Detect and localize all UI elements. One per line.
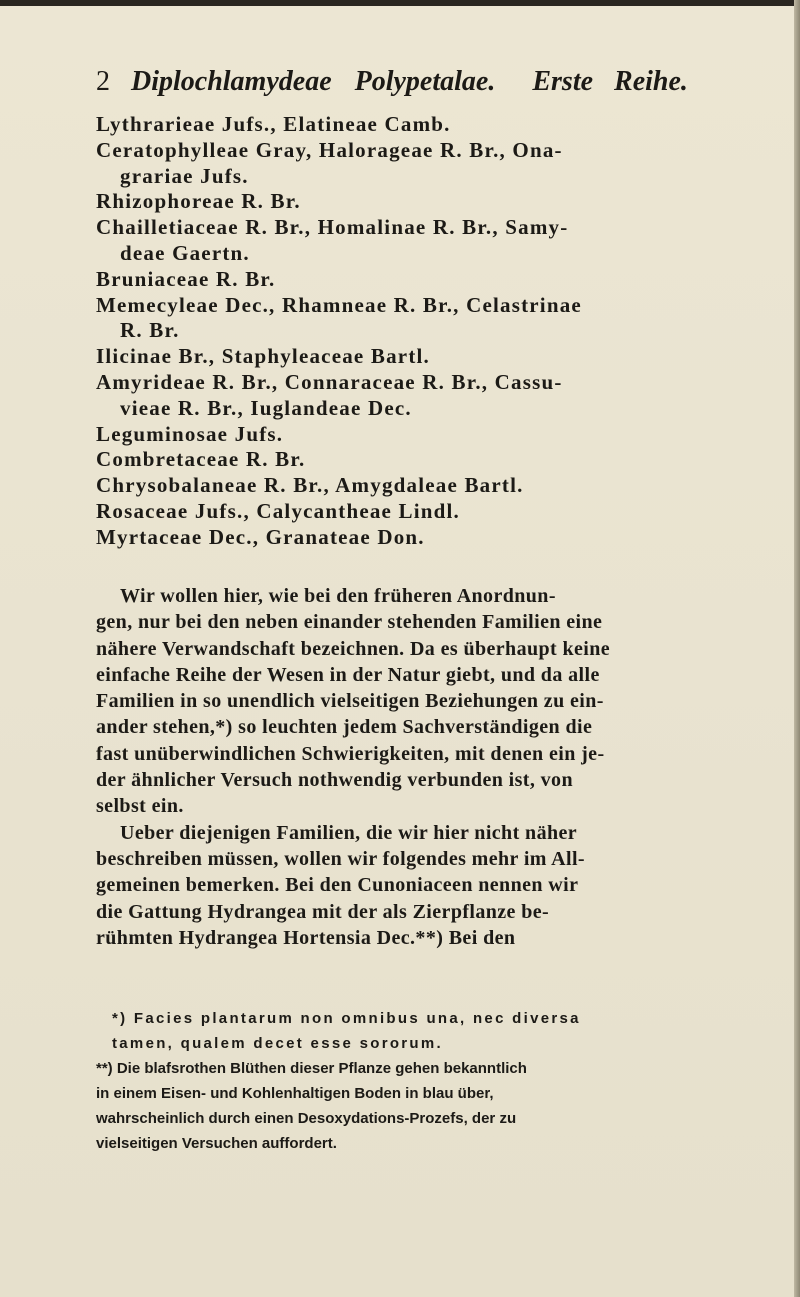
body-text [96, 583, 776, 951]
family-list [96, 112, 766, 551]
text-line: gen, nur bei den neben einander stehenden Familien eine [96, 611, 603, 634]
header-title-erste: Erste [532, 66, 594, 97]
page-number: 2 [96, 66, 110, 97]
text-line: nähere Verwandschaft bezeichnen. Da es überhaupt keine [96, 637, 611, 660]
family-line: Chrysobalaneae R. Br., Amygdaleae Bartl. [96, 473, 524, 498]
family-line: Memecyleae Dec., Rhamneae R. Br., Celastrinae [96, 292, 582, 317]
text-line: gemeinen bemerken. Bei den Cunoniaceen nennen wir [96, 874, 579, 897]
text-line: Familien in so unendlich vielseitigen Beziehungen zu ein- [96, 690, 604, 713]
header-title-diplochlamydeae: Diplochlamydeae [131, 66, 332, 97]
text-line: beschreiben müssen, wollen wir folgendes mehr im All- [96, 847, 585, 870]
family-line: Myrtaceae Dec., Granateae Don. [96, 524, 425, 549]
family-line: deae Gaertn. [120, 240, 250, 265]
footnote-line: wahrscheinlich durch einen Desoxydations-Prozefs, der zu [96, 1110, 517, 1127]
header-title-polypetalae: Polypetalae. [354, 66, 496, 97]
text-line: ander stehen,*) so leuchten jedem Sachverständigen die [96, 716, 593, 739]
footnotes [96, 1006, 776, 1156]
family-line: Rhizophoreae R. Br. [96, 189, 301, 214]
text-line: einfache Reihe der Wesen in der Natur giebt, und da alle [96, 663, 600, 686]
family-line: Combretaceae R. Br. [96, 447, 306, 472]
text-line: fast unüberwindlichen Schwierigkeiten, mit denen ein je- [96, 742, 605, 765]
family-line: Ilicinae Br., Staphyleaceae Bartl. [96, 344, 431, 369]
footnote-line: **) Die blafsrothen Blüthen dieser Pflanze gehen bekanntlich [96, 1060, 527, 1077]
family-line: Lythrarieae Jufs., Elatineae Camb. [96, 112, 451, 136]
family-line: R. Br. [120, 318, 180, 343]
footnote-line: *) Facies plantarum non omnibus una, nec diversa [112, 1010, 581, 1027]
footnote-line: in einem Eisen- und Kohlenhaltigen Boden in blau über, [96, 1085, 494, 1102]
text-line: selbst ein. [96, 795, 184, 818]
text-line: rühmten Hydrangea Hortensia Dec.**) Bei den [96, 926, 516, 949]
footnote-line: vielseitigen Versuchen auffordert. [96, 1135, 337, 1152]
family-line: Chailletiaceae R. Br., Homalinae R. Br., Samy- [96, 215, 569, 240]
text-line: die Gattung Hydrangea mit der als Zierpflanze be- [96, 900, 550, 923]
family-line: Rosaceae Jufs., Calycantheae Lindl. [96, 498, 460, 523]
family-line: Amyrideae R. Br., Connaraceae R. Br., Cassu- [96, 369, 563, 394]
family-line: Ceratophylleae Gray, Halorageae R. Br., Ona- [96, 137, 563, 162]
text-line: Wir wollen hier, wie bei den früheren Anordnun- [120, 585, 556, 607]
family-line: Bruniaceae R. Br. [96, 266, 276, 291]
page-right-edge [794, 0, 800, 1297]
family-line: vieae R. Br., Iuglandeae Dec. [120, 395, 412, 420]
page-top-shadow [0, 0, 800, 6]
footnote-line: tamen, qualem decet esse sororum. [112, 1035, 443, 1052]
text-line: Ueber diejenigen Familien, die wir hier nicht näher [120, 821, 578, 844]
text-line: der ähnlicher Versuch nothwendig verbunden ist, von [96, 769, 573, 792]
family-line: grariae Jufs. [120, 163, 249, 188]
family-line: Leguminosae Jufs. [96, 421, 284, 446]
running-header [96, 66, 766, 98]
header-title-reihe: Reihe. [614, 66, 688, 97]
